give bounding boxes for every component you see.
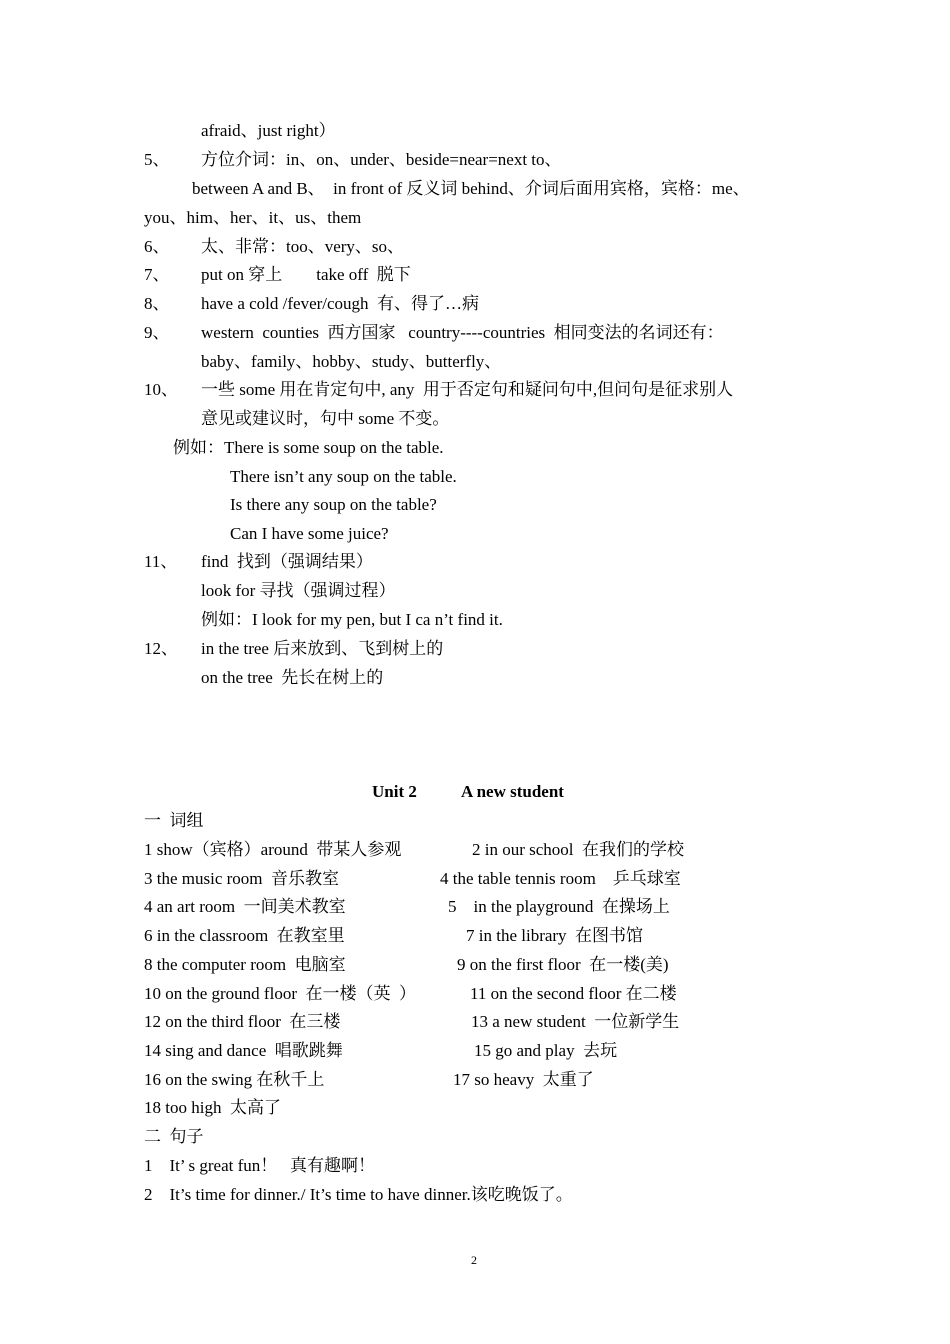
text-line: have a cold /fever/cough 有、得了…病 bbox=[201, 294, 480, 313]
text-line: western counties 西方国家 country----countries 相同变法的名词还有： bbox=[201, 323, 724, 342]
phrase-item: 14 sing and dance 唱歌跳舞 bbox=[144, 1041, 343, 1060]
unit-title: Unit 2 bbox=[372, 782, 417, 801]
unit-subtitle: A new student bbox=[461, 782, 564, 801]
sentence-item: 1 It’ s great fun！ 真有趣啊！ bbox=[144, 1156, 376, 1175]
text-line: baby、family、hobby、study、butterfly、 bbox=[201, 352, 502, 371]
text-line: 一些 some 用在肯定句中, any 用于否定句和疑问句中,但问句是征求别人 bbox=[201, 380, 734, 399]
phrase-item: 12 on the third floor 在三楼 bbox=[144, 1012, 341, 1031]
item-number: 7、 bbox=[144, 265, 170, 284]
item-number: 10、 bbox=[144, 380, 178, 399]
phrase-item: 2 in our school 在我们的学校 bbox=[472, 840, 685, 859]
section-heading: 二 句子 bbox=[144, 1127, 204, 1146]
phrase-item: 11 on the second floor 在二楼 bbox=[470, 984, 677, 1003]
text-line: Can I have some juice? bbox=[230, 524, 389, 543]
item-number: 6、 bbox=[144, 237, 170, 256]
phrase-item: 4 an art room 一间美术教室 bbox=[144, 897, 346, 916]
phrase-item: 17 so heavy 太重了 bbox=[453, 1070, 594, 1089]
text-line: afraid、just right） bbox=[201, 121, 336, 140]
phrase-item: 13 a new student 一位新学生 bbox=[471, 1012, 680, 1031]
phrase-item: 5 in the playground 在操场上 bbox=[448, 897, 670, 916]
phrase-item: 4 the table tennis room 乒乓球室 bbox=[440, 869, 681, 888]
item-number: 12、 bbox=[144, 639, 178, 658]
phrase-item: 18 too high 太高了 bbox=[144, 1098, 281, 1117]
text-line: 例如：There is some soup on the table. bbox=[173, 438, 444, 457]
text-line: 意见或建议时，句中 some 不变。 bbox=[201, 409, 450, 428]
text-line: you、him、her、it、us、them bbox=[144, 208, 362, 227]
section-heading: 一 词组 bbox=[144, 811, 204, 830]
sentence-item: 2 It’s time for dinner./ It’s time to have dinner.该吃晚饭了。 bbox=[144, 1185, 573, 1204]
text-line: on the tree 先长在树上的 bbox=[201, 668, 384, 687]
phrase-item: 7 in the library 在图书馆 bbox=[466, 926, 644, 945]
text-line: 例如：I look for my pen, but I ca n’t find it. bbox=[201, 610, 503, 629]
text-line: There isn’t any soup on the table. bbox=[230, 467, 457, 486]
item-number: 5、 bbox=[144, 150, 170, 169]
text-line: 太、非常：too、very、so、 bbox=[201, 237, 405, 256]
phrase-item: 16 on the swing 在秋千上 bbox=[144, 1070, 325, 1089]
item-number: 8、 bbox=[144, 294, 170, 313]
text-line: in the tree 后来放到、飞到树上的 bbox=[201, 639, 444, 658]
phrase-item: 15 go and play 去玩 bbox=[474, 1041, 618, 1060]
phrase-item: 6 in the classroom 在教室里 bbox=[144, 926, 345, 945]
page-number: 2 bbox=[471, 1253, 477, 1267]
phrase-item: 1 show（宾格）around 带某人参观 bbox=[144, 840, 402, 859]
text-line: look for 寻找（强调过程） bbox=[201, 581, 396, 600]
text-line: between A and B、 in front of 反义词 behind、介词后面用宾格，宾格：me、 bbox=[192, 179, 750, 198]
phrase-item: 8 the computer room 电脑室 bbox=[144, 955, 346, 974]
text-line: 方位介词：in、on、under、beside=near=next to、 bbox=[201, 150, 562, 169]
text-line: put on 穿上 take off 脱下 bbox=[201, 265, 411, 284]
item-number: 11、 bbox=[144, 552, 178, 571]
item-number: 9、 bbox=[144, 323, 170, 342]
phrase-item: 10 on the ground floor 在一楼（英 ） bbox=[144, 984, 416, 1003]
phrase-item: 3 the music room 音乐教室 bbox=[144, 869, 340, 888]
phrase-item: 9 on the first floor 在一楼(美) bbox=[457, 955, 669, 974]
text-line: Is there any soup on the table? bbox=[230, 495, 437, 514]
text-line: find 找到（强调结果） bbox=[201, 552, 373, 571]
